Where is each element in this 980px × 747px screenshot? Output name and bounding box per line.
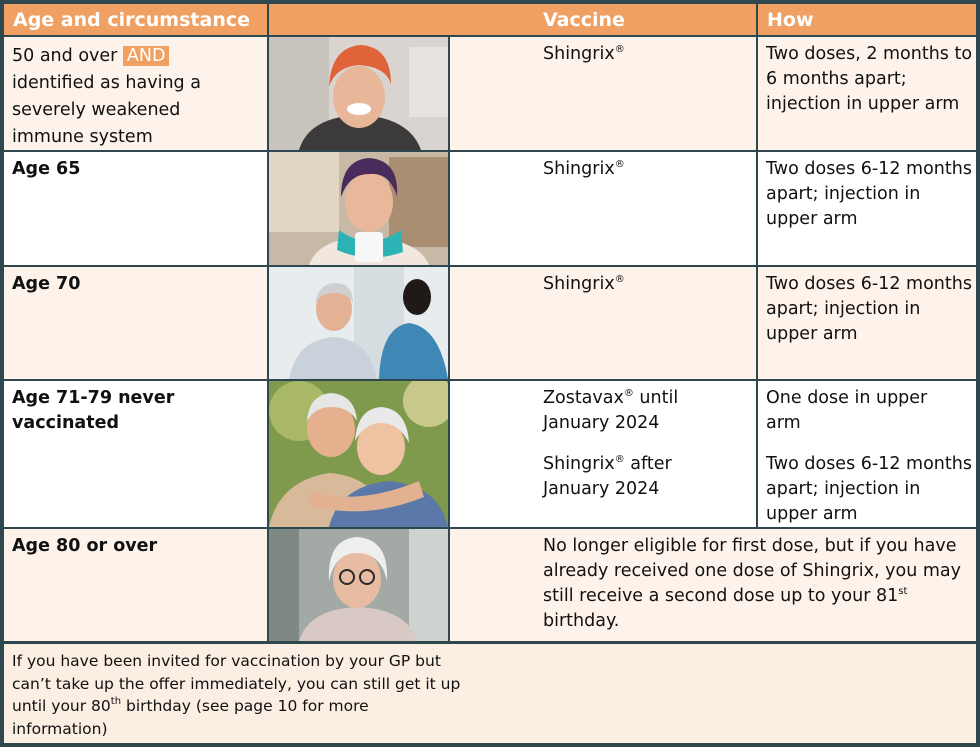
row-2-age-text: Age 65 [12, 159, 81, 179]
registered-mark: ® [614, 44, 625, 55]
header-vaccine-label: Vaccine [543, 9, 625, 31]
row-2-age [4, 152, 267, 265]
row-3-how-text: Two doses 6-12 months apart; injection in upper arm [766, 274, 972, 344]
elderly-couple-hugging-photo [269, 381, 448, 527]
row-5-eligibility-text [543, 534, 968, 634]
row-1-how-text: Two doses, 2 months to 6 months apart; injection in upper arm [766, 44, 973, 114]
row-5-age-text: Age 80 or over [12, 536, 158, 556]
row-4-vaccine-option-b [543, 452, 703, 502]
row-2-vaccine [450, 152, 756, 265]
row-5-vaccine [450, 529, 976, 641]
row-4-vaccine-option-a [543, 386, 703, 436]
woman-with-scarf-and-mug-photo [269, 152, 448, 265]
row-1-age-detail: identified as having a severely weakened immune system [12, 73, 201, 147]
row-4-how-option-a: One dose in upper arm [766, 388, 928, 433]
header-vaccine [269, 4, 756, 35]
footnote-tail: birthday (see page 10 for more information) [12, 697, 369, 738]
footnote-main: If you have been invited for vaccination by your GP but can’t take up the offer immediately, you can still get it up until your 80 [12, 652, 461, 715]
registered-mark: ® [623, 388, 634, 399]
registered-mark: ® [614, 159, 625, 170]
vaccine-zostavax: Zostavax [543, 388, 624, 408]
header-how [758, 4, 976, 35]
man-with-nurse-photo [269, 267, 448, 379]
and-badge: AND [123, 46, 170, 66]
registered-mark: ® [614, 274, 625, 285]
row-4-vaccine [450, 381, 756, 527]
header-age-label: Age and circumstance [13, 9, 250, 31]
vaccine-shingrix: Shingrix [543, 454, 615, 474]
row-3-age [4, 267, 267, 379]
vaccine-shingrix: Shingrix [543, 44, 615, 64]
zostavax-condition: until January 2024 [543, 388, 679, 433]
ordinal-suffix: th [110, 696, 122, 707]
row-4-how [758, 381, 976, 527]
row-4-how-option-b: Two doses 6-12 months apart; injection in upper arm [766, 454, 972, 524]
header-how-label: How [767, 9, 814, 31]
vaccine-shingrix: Shingrix [543, 159, 615, 179]
row-5-age [4, 529, 267, 641]
eligibility-main: No longer eligible for first dose, but if you have already received one dose of Shingrix, you may still receive a second dose up to your 81 [543, 536, 962, 606]
row-1-age-text: 50 and over [12, 46, 118, 66]
row-2-how-text: Two doses 6-12 months apart; injection in upper arm [766, 159, 972, 229]
row-3-age-text: Age 70 [12, 274, 81, 294]
row-2-how [758, 152, 976, 265]
registered-mark: ® [614, 454, 625, 465]
ordinal-suffix: st [898, 586, 908, 597]
eligibility-tail: birthday. [543, 611, 620, 631]
footnote [4, 644, 976, 743]
row-1-age [4, 37, 267, 150]
row-3-vaccine [450, 267, 756, 379]
header-age-circumstance [4, 4, 267, 35]
elderly-woman-with-glasses-photo [269, 529, 448, 641]
shingrix-condition: after January 2024 [543, 454, 672, 499]
row-3-how [758, 267, 976, 379]
row-4-age [4, 381, 267, 527]
row-1-vaccine [450, 37, 756, 150]
woman-with-headscarf-photo [269, 37, 448, 150]
vaccine-shingrix: Shingrix [543, 274, 615, 294]
row-1-how [758, 37, 976, 150]
row-4-age-text: Age 71-79 never vaccinated [12, 388, 175, 433]
